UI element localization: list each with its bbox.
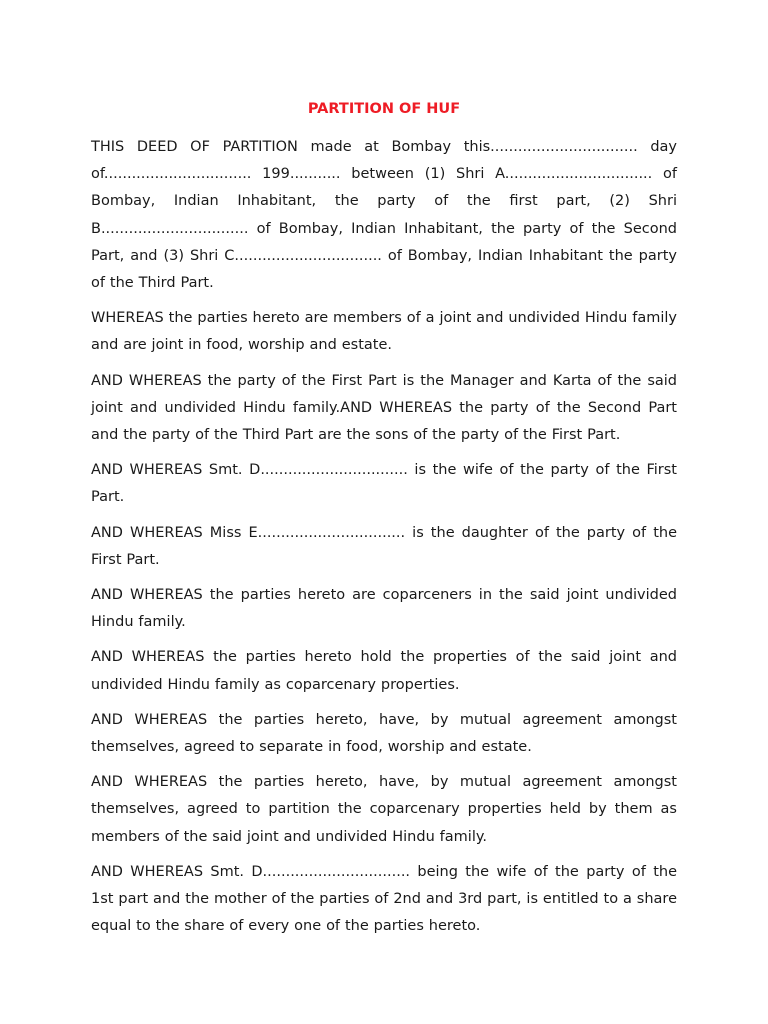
paragraph-whereas-share: AND WHEREAS Smt. D................................ being the wife of the party of the 1st part and the mother of the parties of 2nd and 3rd part, is entitled to a share equal to the share of every one of the parties hereto. [91, 863, 677, 935]
paragraph-whereas-properties: AND WHEREAS the parties hereto hold the properties of the said joint and undivided Hindu family as coparcenary properties. [91, 649, 677, 693]
paragraph-whereas-partition: AND WHEREAS the parties hereto, have, by mutual agreement amongst themselves, agreed to partition the coparcenary properties held by them as members of the said joint and undivided Hindu family. [91, 774, 677, 845]
paragraph-whereas-separate: AND WHEREAS the parties hereto, have, by mutual agreement amongst themselves, agreed to separate in food, worship and estate. [91, 711, 677, 756]
paragraph-whereas-coparceners: AND WHEREAS the parties hereto are coparceners in the said joint undivided Hindu family. [91, 587, 677, 631]
paragraph-whereas-members: WHEREAS the parties hereto are members of a joint and undivided Hindu family and are joint in food, worship and estate. [91, 310, 677, 354]
paragraph-whereas-wife: AND WHEREAS Smt. D................................ is the wife of the party of the First Part. [91, 462, 677, 506]
paragraph-whereas-daughter: AND WHEREAS Miss E................................ is the daughter of the party of the First Part. [91, 524, 677, 568]
paragraph-whereas-karta: AND WHEREAS the party of the First Part is the Manager and Karta of the said joint and undivided Hindu family.AND WHEREAS the party of the Second Part and the party of the Third Part are the sons of the party of the First Part. [91, 372, 677, 444]
paragraph-deed-intro: THIS DEED OF PARTITION made at Bombay this................................ day of................................ 199........... between (1) Shri A................................ of Bombay, Indian Inhabitant, the party of the first part, (2) Shri B................................ of Bombay, Indian Inhabitant, the party of the Second Part, and (3) Shri C................................ of Bombay, Indian Inhabitant the party of the Third Part. [91, 139, 677, 292]
document-title: PARTITION OF HUF [307, 101, 461, 117]
